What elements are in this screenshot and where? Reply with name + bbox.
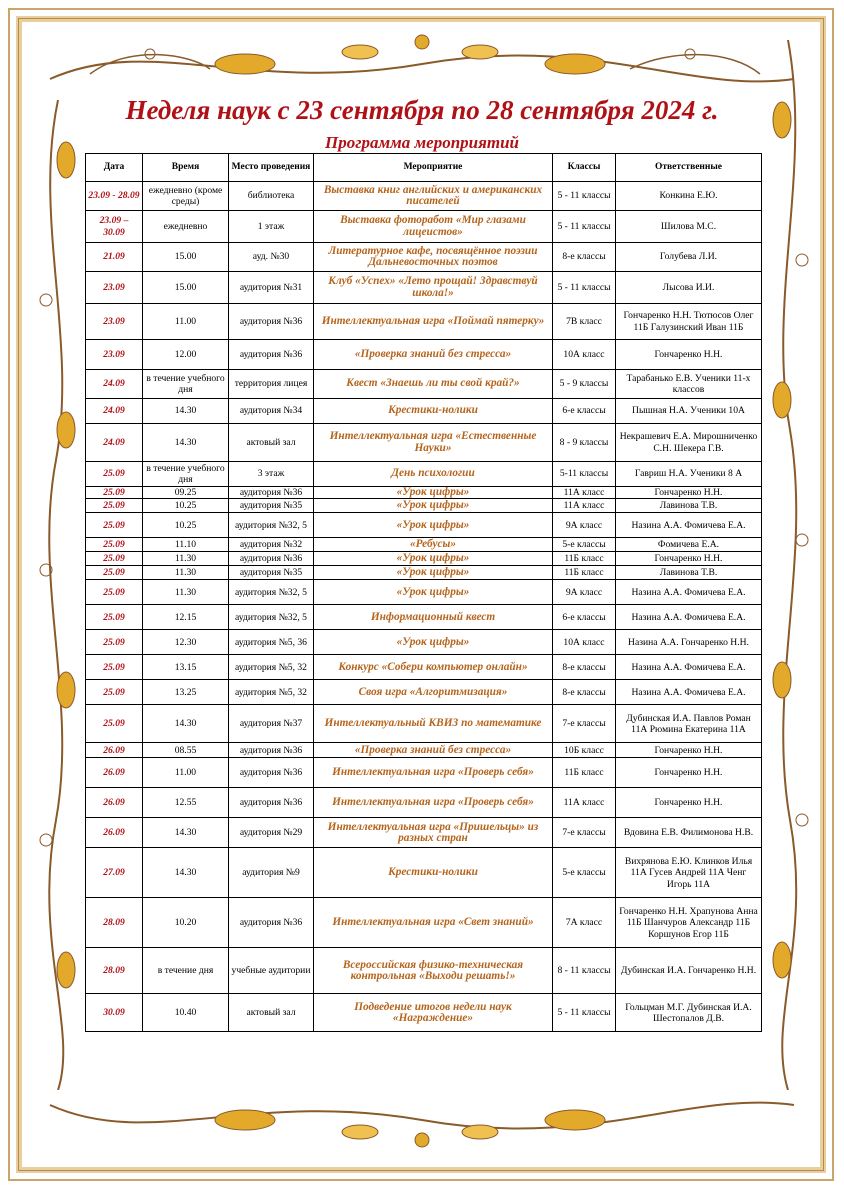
header-place: Место проведения: [229, 154, 314, 182]
date-cell: 24.09: [86, 370, 143, 399]
table-row: [86, 462, 762, 487]
classes-cell: 5 - 11 классы: [553, 994, 616, 1032]
place-cell: аудитория №36: [229, 304, 314, 340]
responsible-cell: Некрашевич Е.А. Мирошниченко С.Н. Шекера Г.В.: [616, 424, 762, 462]
responsible-cell: Гончаренко Н.Н.: [616, 758, 762, 788]
place-cell: аудитория №32, 5: [229, 580, 314, 605]
responsible-cell: Лавинова Т.В.: [616, 499, 762, 513]
classes-cell: 5 - 11 классы: [553, 211, 616, 243]
place-cell: учебные аудитории: [229, 948, 314, 994]
event-cell: Интеллектуальная игра «Проверь себя»: [314, 788, 553, 818]
classes-cell: 11А класс: [553, 788, 616, 818]
time-cell: 12.15: [143, 605, 229, 630]
time-cell: 10.25: [143, 513, 229, 538]
time-cell: 10.25: [143, 499, 229, 513]
event-cell: «Проверка знаний без стресса»: [314, 743, 553, 758]
responsible-cell: Голубева Л.И.: [616, 243, 762, 272]
date-cell: 25.09: [86, 680, 143, 705]
time-cell: 15.00: [143, 243, 229, 272]
place-cell: ауд. №30: [229, 243, 314, 272]
table-row: [86, 743, 762, 758]
table-row: [86, 211, 762, 243]
table-row: [86, 898, 762, 948]
classes-cell: 6-е классы: [553, 399, 616, 424]
date-cell: 25.09: [86, 605, 143, 630]
table-row: [86, 848, 762, 898]
date-cell: 28.09: [86, 948, 143, 994]
classes-cell: 7-е классы: [553, 818, 616, 848]
event-cell: «Проверка знаний без стресса»: [314, 340, 553, 370]
page-subtitle: Программа мероприятий: [324, 133, 520, 152]
date-cell: 25.09: [86, 552, 143, 566]
place-cell: аудитория №5, 32: [229, 680, 314, 705]
classes-cell: 5-11 классы: [553, 462, 616, 487]
event-cell: Интеллектуальная игра «Поймай пятерку»: [314, 304, 553, 340]
classes-cell: 10А класс: [553, 340, 616, 370]
date-cell: 25.09: [86, 655, 143, 680]
responsible-cell: Гольцман М.Г. Дубинская И.А. Шестопалов Д.В.: [616, 994, 762, 1032]
responsible-cell: Вдовина Е.В. Филимонова Н.В.: [616, 818, 762, 848]
time-cell: 10.20: [143, 898, 229, 948]
event-cell: Клуб «Успех» «Лето прощай! Здравствуй школа!»: [314, 272, 553, 304]
table-row: [86, 424, 762, 462]
place-cell: аудитория №32, 5: [229, 605, 314, 630]
table-row: [86, 655, 762, 680]
place-cell: аудитория №36: [229, 898, 314, 948]
program-table: [85, 153, 762, 1032]
table-row: [86, 370, 762, 399]
classes-cell: 11А класс: [553, 487, 616, 499]
classes-cell: 11А класс: [553, 499, 616, 513]
responsible-cell: Гончаренко Н.Н.: [616, 340, 762, 370]
time-cell: 13.25: [143, 680, 229, 705]
table-header-row: [86, 154, 762, 182]
place-cell: библиотека: [229, 182, 314, 211]
responsible-cell: Дубинская И.А. Гончаренко Н.Н.: [616, 948, 762, 994]
time-cell: 11.30: [143, 566, 229, 580]
table-row: [86, 487, 762, 499]
table-row: [86, 758, 762, 788]
time-cell: в течение учебного дня: [143, 370, 229, 399]
responsible-cell: Назина А.А. Фомичева Е.А.: [616, 605, 762, 630]
classes-cell: 5 - 11 классы: [553, 182, 616, 211]
time-cell: 14.30: [143, 705, 229, 743]
date-cell: 25.09: [86, 513, 143, 538]
table-row: [86, 340, 762, 370]
responsible-cell: Назина А.А. Фомичева Е.А.: [616, 680, 762, 705]
classes-cell: 8 - 9 классы: [553, 424, 616, 462]
time-cell: ежедневно (кроме среды): [143, 182, 229, 211]
time-cell: 12.30: [143, 630, 229, 655]
event-cell: «Урок цифры»: [314, 513, 553, 538]
date-cell: 30.09: [86, 994, 143, 1032]
time-cell: 08.55: [143, 743, 229, 758]
responsible-cell: Пышная Н.А. Ученики 10А: [616, 399, 762, 424]
event-cell: Крестики-нолики: [314, 848, 553, 898]
place-cell: аудитория №32, 5: [229, 513, 314, 538]
time-cell: 11.10: [143, 538, 229, 552]
event-cell: «Урок цифры»: [314, 580, 553, 605]
responsible-cell: Назина А.А. Фомичева Е.А.: [616, 513, 762, 538]
time-cell: 12.00: [143, 340, 229, 370]
responsible-cell: Конкина Е.Ю.: [616, 182, 762, 211]
page-title: Неделя наук с 23 сентября по 28 сентября 2024 г.: [125, 95, 719, 125]
event-cell: Выставка фоторабот «Мир глазами лицеистов»: [314, 211, 553, 243]
event-cell: «Урок цифры»: [314, 566, 553, 580]
time-cell: 14.30: [143, 424, 229, 462]
time-cell: ежедневно: [143, 211, 229, 243]
responsible-cell: Шилова М.С.: [616, 211, 762, 243]
classes-cell: 8 - 11 классы: [553, 948, 616, 994]
responsible-cell: Фомичева Е.А.: [616, 538, 762, 552]
place-cell: аудитория №36: [229, 552, 314, 566]
responsible-cell: Гончаренко Н.Н.: [616, 743, 762, 758]
responsible-cell: Назина А.А. Фомичева Е.А.: [616, 580, 762, 605]
classes-cell: 10Б класс: [553, 743, 616, 758]
table-row: [86, 182, 762, 211]
event-cell: «Урок цифры»: [314, 552, 553, 566]
place-cell: аудитория №32: [229, 538, 314, 552]
table-row: [86, 243, 762, 272]
date-cell: 24.09: [86, 424, 143, 462]
classes-cell: 11Б класс: [553, 552, 616, 566]
event-cell: Всероссийская физико-техническая контрольная «Выходи решать!»: [314, 948, 553, 994]
classes-cell: 10А класс: [553, 630, 616, 655]
event-cell: «Урок цифры»: [314, 630, 553, 655]
classes-cell: 11Б класс: [553, 758, 616, 788]
place-cell: аудитория №5, 32: [229, 655, 314, 680]
table-row: [86, 705, 762, 743]
responsible-cell: Тарабанько Е.В. Ученики 11-х классов: [616, 370, 762, 399]
event-cell: День психологии: [314, 462, 553, 487]
responsible-cell: Назина А.А. Гончаренко Н.Н.: [616, 630, 762, 655]
event-cell: Информационный квест: [314, 605, 553, 630]
event-cell: Интеллектуальная игра «Проверь себя»: [314, 758, 553, 788]
header-time: Время: [143, 154, 229, 182]
classes-cell: 7-е классы: [553, 705, 616, 743]
event-cell: «Урок цифры»: [314, 499, 553, 513]
time-cell: 14.30: [143, 399, 229, 424]
responsible-cell: Лысова И.И.: [616, 272, 762, 304]
responsible-cell: Вихрянова Е.Ю. Клинков Илья 11А Гусев Андрей 11А Ченг Игорь 11А: [616, 848, 762, 898]
place-cell: аудитория №36: [229, 340, 314, 370]
place-cell: аудитория №37: [229, 705, 314, 743]
place-cell: аудитория №35: [229, 499, 314, 513]
responsible-cell: Дубинская И.А. Павлов Роман 11А Рюмина Екатерина 11А: [616, 705, 762, 743]
place-cell: аудитория №36: [229, 487, 314, 499]
classes-cell: 8-е классы: [553, 655, 616, 680]
place-cell: территория лицея: [229, 370, 314, 399]
responsible-cell: Гончаренко Н.Н. Тютюсов Олег 11Б Галузинский Иван 11Б: [616, 304, 762, 340]
responsible-cell: Гончаренко Н.Н.: [616, 487, 762, 499]
time-cell: 15.00: [143, 272, 229, 304]
place-cell: аудитория №31: [229, 272, 314, 304]
event-cell: Выставка книг английских и американских писателей: [314, 182, 553, 211]
event-cell: Подведение итогов недели наук «Награждение»: [314, 994, 553, 1032]
classes-cell: 7В класс: [553, 304, 616, 340]
classes-cell: 5 - 11 классы: [553, 272, 616, 304]
event-cell: Квест «Знаешь ли ты свой край?»: [314, 370, 553, 399]
date-cell: 25.09: [86, 580, 143, 605]
date-cell: 25.09: [86, 499, 143, 513]
table-row: [86, 948, 762, 994]
classes-cell: 8-е классы: [553, 243, 616, 272]
date-cell: 26.09: [86, 758, 143, 788]
classes-cell: 7А класс: [553, 898, 616, 948]
date-cell: 28.09: [86, 898, 143, 948]
place-cell: актовый зал: [229, 424, 314, 462]
place-cell: аудитория №35: [229, 566, 314, 580]
classes-cell: 6-е классы: [553, 605, 616, 630]
responsible-cell: Лавинова Т.В.: [616, 566, 762, 580]
event-cell: Крестики-нолики: [314, 399, 553, 424]
time-cell: в течение учебного дня: [143, 462, 229, 487]
place-cell: аудитория №36: [229, 758, 314, 788]
table-row: [86, 552, 762, 566]
table-row: [86, 818, 762, 848]
time-cell: 13.15: [143, 655, 229, 680]
event-cell: «Урок цифры»: [314, 487, 553, 499]
table-row: [86, 680, 762, 705]
classes-cell: 5-е классы: [553, 538, 616, 552]
event-cell: Интеллектуальная игра «Естественные Науки»: [314, 424, 553, 462]
place-cell: аудитория №29: [229, 818, 314, 848]
date-cell: 25.09: [86, 462, 143, 487]
date-cell: 25.09: [86, 705, 143, 743]
table-row: [86, 566, 762, 580]
date-cell: 21.09: [86, 243, 143, 272]
date-cell: 23.09: [86, 340, 143, 370]
place-cell: аудитория №36: [229, 743, 314, 758]
place-cell: 1 этаж: [229, 211, 314, 243]
date-cell: 23.09: [86, 304, 143, 340]
date-cell: 27.09: [86, 848, 143, 898]
responsible-cell: Гончаренко Н.Н.: [616, 788, 762, 818]
table-row: [86, 399, 762, 424]
date-cell: 26.09: [86, 818, 143, 848]
place-cell: аудитория №36: [229, 788, 314, 818]
table-row: [86, 605, 762, 630]
time-cell: в течение дня: [143, 948, 229, 994]
table-row: [86, 499, 762, 513]
classes-cell: 11Б класс: [553, 566, 616, 580]
table-row: [86, 788, 762, 818]
event-cell: «Ребусы»: [314, 538, 553, 552]
event-cell: Интеллектуальная игра «Свет знаний»: [314, 898, 553, 948]
date-cell: 26.09: [86, 788, 143, 818]
time-cell: 09.25: [143, 487, 229, 499]
place-cell: аудитория №9: [229, 848, 314, 898]
responsible-cell: Назина А.А. Фомичева Е.А.: [616, 655, 762, 680]
place-cell: актовый зал: [229, 994, 314, 1032]
date-cell: 23.09 – 30.09: [86, 211, 143, 243]
event-cell: Интеллектуальный КВИЗ по математике: [314, 705, 553, 743]
event-cell: Литературное кафе, посвящённое поэзии Дальневосточных поэтов: [314, 243, 553, 272]
time-cell: 11.00: [143, 304, 229, 340]
table-row: [86, 513, 762, 538]
date-cell: 25.09: [86, 630, 143, 655]
classes-cell: 9А класс: [553, 580, 616, 605]
table-row: [86, 580, 762, 605]
date-cell: 25.09: [86, 538, 143, 552]
table-row: [86, 304, 762, 340]
table-row: [86, 630, 762, 655]
event-cell: Конкурс «Собери компьютер онлайн»: [314, 655, 553, 680]
header-event: Мероприятие: [314, 154, 553, 182]
event-cell: Своя игра «Алгоритмизация»: [314, 680, 553, 705]
date-cell: 25.09: [86, 487, 143, 499]
classes-cell: 5-е классы: [553, 848, 616, 898]
classes-cell: 8-е классы: [553, 680, 616, 705]
classes-cell: 9А класс: [553, 513, 616, 538]
table-row: [86, 994, 762, 1032]
place-cell: аудитория №5, 36: [229, 630, 314, 655]
event-cell: Интеллектуальная игра «Пришельцы» из разных стран: [314, 818, 553, 848]
time-cell: 10.40: [143, 994, 229, 1032]
time-cell: 14.30: [143, 848, 229, 898]
header-date: Дата: [86, 154, 143, 182]
classes-cell: 5 - 9 классы: [553, 370, 616, 399]
date-cell: 23.09: [86, 272, 143, 304]
date-cell: 23.09 - 28.09: [86, 182, 143, 211]
responsible-cell: Гончаренко Н.Н. Храпунова Анна 11Б Шанчуров Александр 11Б Коршунов Егор 11Б: [616, 898, 762, 948]
table-row: [86, 272, 762, 304]
date-cell: 25.09: [86, 566, 143, 580]
table-row: [86, 538, 762, 552]
place-cell: 3 этаж: [229, 462, 314, 487]
header-responsible: Ответственные: [616, 154, 762, 182]
header-classes: Классы: [553, 154, 616, 182]
responsible-cell: Гончаренко Н.Н.: [616, 552, 762, 566]
time-cell: 11.30: [143, 580, 229, 605]
date-cell: 24.09: [86, 399, 143, 424]
place-cell: аудитория №34: [229, 399, 314, 424]
responsible-cell: Гавриш Н.А. Ученики 8 А: [616, 462, 762, 487]
time-cell: 11.30: [143, 552, 229, 566]
time-cell: 11.00: [143, 758, 229, 788]
time-cell: 12.55: [143, 788, 229, 818]
time-cell: 14.30: [143, 818, 229, 848]
date-cell: 26.09: [86, 743, 143, 758]
